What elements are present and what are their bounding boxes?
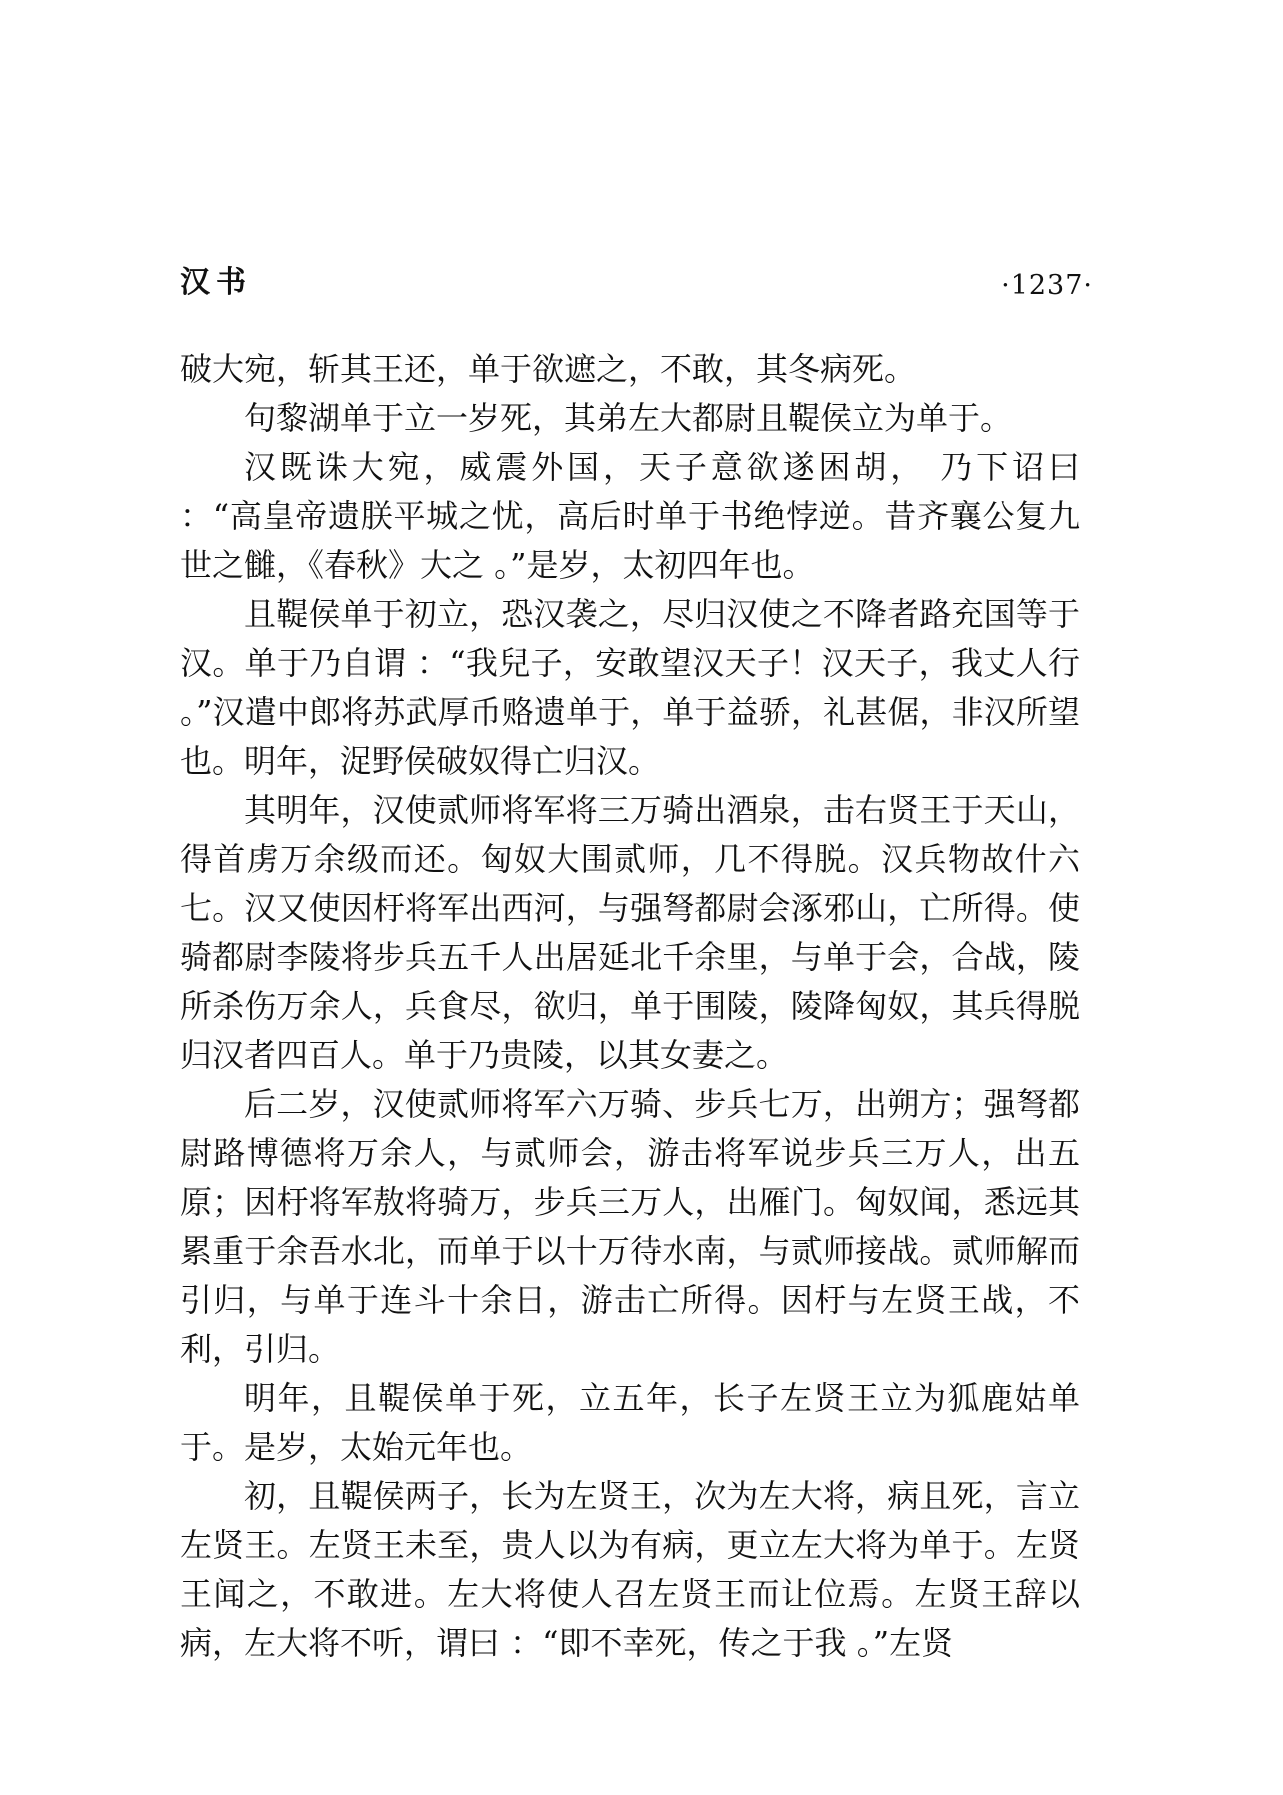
body-text xyxy=(180,345,1080,1668)
paragraph: 汉既诛大宛，威震外国，天子意欲遂困胡， 乃下诏曰 ：“高皇帝遗朕平城之忧，高后时单于书绝悖逆。昔齐襄公复九世之雠，《春秋》大之 。”是岁，太初四年也。 xyxy=(180,448,1080,584)
paragraph: 后二岁，汉使贰师将军六万骑、步兵七万，出朔方；强弩都尉路博德将万余人，与贰师会，游击将军说步兵三万人，出五原；因杅将军敖将骑万，步兵三万人，出雁门。匈奴闻，悉远其累重于余吾水北，而单于以十万待水南，与贰师接战。贰师解而引归，与单于连斗十余日，游击亡所得。因杅与左贤王战，不利，引归。 xyxy=(180,1085,1080,1368)
paragraph: 破大宛，斩其王还，单于欲遮之，不敢，其冬病死。 xyxy=(180,350,917,388)
paragraph: 其明年，汉使贰师将军将三万骑出酒泉，击右贤王于天山，得首虏万余级而还。匈奴大围贰师，几不得脱。汉兵物故什六七。汉又使因杅将军出西河，与强弩都尉会涿邪山，亡所得。使骑都尉李陵将步兵五千人出居延北千余里，与单于会，合战，陵所杀伤万余人，兵食尽，欲归，单于围陵，陵降匈奴，其兵得脱归汉者四百人。单于乃贵陵，以其女妻之。 xyxy=(180,791,1080,1074)
paragraph: 且鞮侯单于初立，恐汉袭之，尽归汉使之不降者路充国等于汉。单于乃自谓 ：“我兒子，安敢望汉天子！汉天子，我丈人行 。”汉遣中郎将苏武厚币赂遗单于，单于益骄，礼甚倨，非汉所望也。明年，浞野侯破奴得亡归汉。 xyxy=(180,595,1080,780)
page-number: ·1237· xyxy=(1001,270,1093,301)
paragraph: 句黎湖单于立一岁死，其弟左大都尉且鞮侯立为单于。 xyxy=(244,399,1013,437)
paragraph: 明年，且鞮侯单于死，立五年，长子左贤王立为狐鹿姑单于。是岁，太始元年也。 xyxy=(180,1379,1080,1466)
paragraph: 初，且鞮侯两子，长为左贤王，次为左大将，病且死，言立左贤王。左贤王未至，贵人以为有病，更立左大将为单于。左贤王闻之，不敢进。左大将使人召左贤王而让位焉。左贤王辞以病，左大将不听，谓曰 ：“即不幸死，传之于我 。”左贤 xyxy=(180,1477,1080,1662)
running-header-title: 汉书 xyxy=(180,265,252,300)
